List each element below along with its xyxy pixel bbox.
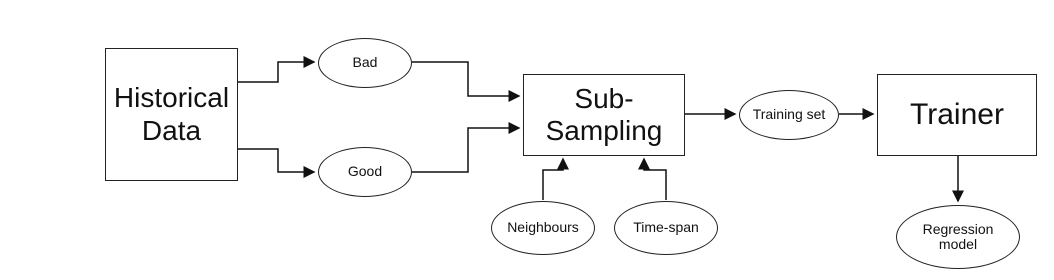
node-time-span bbox=[614, 201, 718, 255]
edge-historical-to-bad bbox=[238, 62, 314, 82]
node-neighbours bbox=[491, 201, 595, 255]
node-trainer bbox=[877, 74, 1037, 156]
edge-good-to-subsampling bbox=[412, 128, 519, 172]
edge-timespan-to-subsampling bbox=[644, 159, 666, 200]
node-trainer-label: Trainer bbox=[910, 97, 1004, 131]
node-training-set bbox=[739, 90, 839, 140]
node-regression-model-label: Regression model bbox=[922, 220, 994, 252]
node-good-label: Good bbox=[347, 163, 383, 180]
node-sub-sampling-label: Sub- Sampling bbox=[545, 82, 663, 146]
node-time-span-label: Time-span bbox=[633, 219, 699, 236]
node-bad-label: Bad bbox=[352, 54, 378, 71]
node-good bbox=[318, 147, 412, 197]
node-training-set-label: Training set bbox=[752, 106, 826, 123]
edge-historical-to-good bbox=[238, 149, 314, 172]
node-historical-data bbox=[105, 48, 238, 181]
edge-neighbours-to-subsampling bbox=[543, 159, 563, 200]
node-neighbours-label: Neighbours bbox=[507, 219, 579, 236]
node-regression-model bbox=[896, 205, 1020, 269]
edge-bad-to-subsampling bbox=[412, 62, 519, 96]
node-bad bbox=[318, 38, 412, 88]
node-historical-data-label: Historical Data bbox=[113, 82, 230, 146]
node-sub-sampling bbox=[523, 74, 685, 156]
